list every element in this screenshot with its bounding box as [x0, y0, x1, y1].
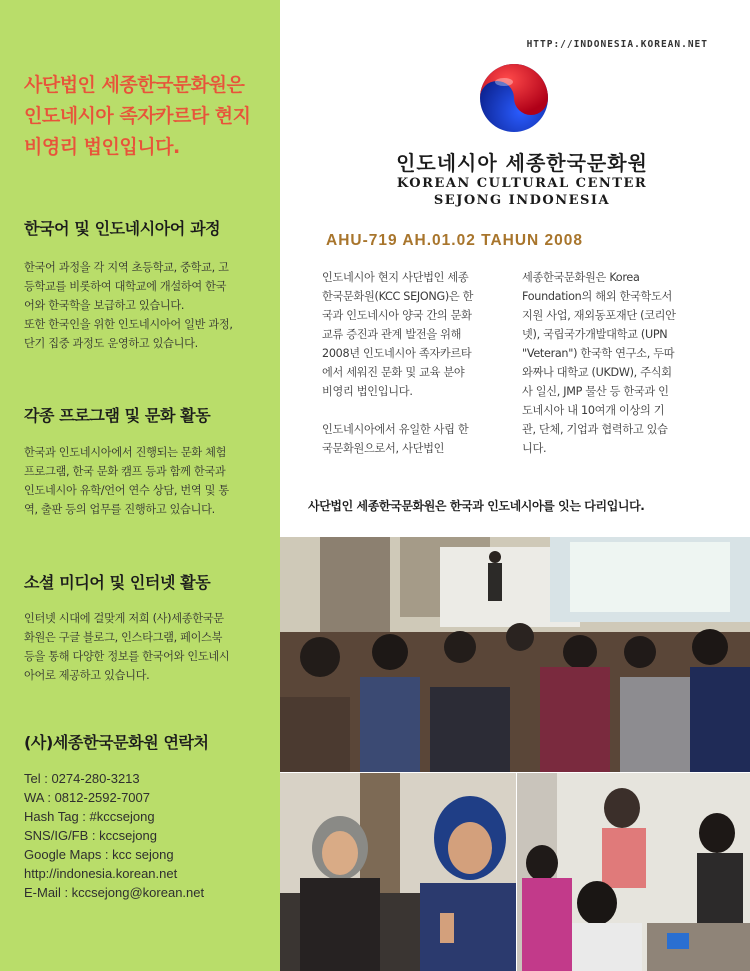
section-body-language-course: [24, 258, 264, 353]
text-line: 국과 인도네시아 양국 간의 문화: [322, 309, 472, 322]
contact-email-link[interactable]: E-Mail : kccsejong@korean.net: [24, 885, 205, 900]
text-line: 비영리 법인입니다.: [322, 385, 413, 398]
text-line: 니다.: [522, 442, 547, 455]
headline-line: 비영리 법인입니다.: [24, 136, 180, 158]
text-line: 또한 한국인을 위한 인도네시아어 일반 과정,: [24, 318, 233, 331]
text-line: 와짜나 대학교 (UKDW), 주식회: [522, 366, 672, 379]
org-name-korean: 인도네시아 세종한국문화원: [396, 151, 648, 175]
text-line: 한국과 인도네시아에서 진행되는 문화 체험: [24, 446, 227, 459]
craft-activity-photo: [517, 773, 750, 971]
contact-sns: SNS/IG/FB : kccsejong: [24, 828, 157, 843]
text-line: 한국문화원(KCC SEJONG)은 한: [322, 290, 474, 303]
text-line: 아어로 제공하고 있습니다.: [24, 669, 150, 682]
text-line: 단기 집중 과정도 운영하고 있습니다.: [24, 337, 198, 350]
text-line: 화원은 구글 블로그, 인스타그램, 페이스북: [24, 631, 223, 644]
text-line: 국문화원으로서, 사단법인: [322, 442, 445, 455]
text-line: 등학교를 비롯하여 대학교에 개설하여 한국: [24, 280, 227, 293]
text-line: 지원 사업, 재외동포재단 (코리안: [522, 309, 676, 322]
contact-list: [24, 769, 274, 902]
text-line: 인도네시아 유학/언어 연수 상담, 번역 및 통: [24, 484, 229, 497]
craft-activity-illustration: [517, 773, 750, 971]
text-line: 역, 출판 등의 업무를 진행하고 있습니다.: [24, 503, 215, 516]
org-name-english: [372, 175, 672, 209]
bridge-tagline: 사단법인 세종한국문화원은 한국과 인도네시아를 잇는 다리입니다.: [308, 499, 645, 513]
section-title-contact: (사)세종한국문화원 연락처: [24, 733, 209, 752]
section-title-social-media: 소셜 미디어 및 인터넷 활동: [24, 573, 211, 592]
text-line: 어와 한국학을 보급하고 있습니다.: [24, 299, 185, 312]
contact-maps: Google Maps : kcc sejong: [24, 847, 174, 862]
taeguk-emblem-icon: [478, 62, 550, 134]
students-selfie-photo: [280, 773, 516, 971]
org-name-english-line: SEJONG INDONESIA: [433, 193, 611, 208]
intro-column-left: [322, 268, 502, 458]
paragraph: [522, 268, 702, 458]
text-line: Foundation의 해외 한국학도서: [522, 290, 673, 303]
text-line: 2008년 인도네시아 족자카르타: [322, 347, 472, 360]
text-line: 교류 증진과 관계 발전을 위해: [322, 328, 462, 341]
section-body-social-media: [24, 609, 264, 685]
text-line: 등을 통해 다양한 정보를 한국어와 인도네시: [24, 650, 230, 663]
section-body-programs: [24, 443, 264, 519]
headline-line: 인도네시아 족자카르타 현지: [24, 105, 251, 127]
headline-line: 사단법인 세종한국문화원은: [24, 74, 245, 96]
students-selfie-illustration: [280, 773, 516, 971]
classroom-photo: [280, 537, 750, 772]
paragraph: [322, 420, 502, 458]
text-line: 사 일신, JMP 물산 등 한국과 인: [522, 385, 669, 398]
website-url-link[interactable]: HTTP://INDONESIA.KOREAN.NET: [526, 39, 708, 50]
text-line: 인도네시아에서 유일한 사립 한: [322, 423, 469, 436]
contact-wa: WA : 0812-2592-7007: [24, 790, 150, 805]
text-line: 프로그램, 한국 문화 캠프 등과 함께 한국과: [24, 465, 226, 478]
classroom-photo-illustration: [280, 537, 750, 772]
contact-website-link[interactable]: http://indonesia.korean.net: [24, 866, 178, 881]
text-line: "Veteran") 한국학 연구소, 두따: [522, 347, 675, 360]
text-line: 인도네시아 현지 사단법인 세종: [322, 271, 469, 284]
org-name-english-line: KOREAN CULTURAL CENTER: [396, 176, 648, 191]
text-line: 넷), 국립국가개발대학교 (UPN: [522, 328, 668, 341]
text-line: 에서 세워진 문화 및 교육 분야: [322, 366, 465, 379]
section-title-programs: 각종 프로그램 및 문화 활동: [24, 406, 211, 425]
headline: [24, 70, 274, 163]
intro-column-right: [522, 268, 702, 458]
left-info-panel: [0, 0, 280, 971]
paragraph: [322, 268, 502, 401]
text-line: 인터넷 시대에 걸맞게 저희 (사)세종한국문: [24, 612, 224, 625]
text-line: 도네시아 내 10여개 이상의 기: [522, 404, 665, 417]
section-title-language-course: 한국어 및 인도네시아어 과정: [24, 219, 221, 238]
registration-number: AHU-719 AH.01.02 TAHUN 2008: [326, 232, 584, 249]
text-line: 한국어 과정을 각 지역 초등학교, 중학교, 고: [24, 261, 229, 274]
contact-tel: Tel : 0274-280-3213: [24, 771, 140, 786]
text-line: 관, 단체, 기업과 협력하고 있습: [522, 423, 668, 436]
contact-hashtag: Hash Tag : #kccsejong: [24, 809, 155, 824]
text-line: 세종한국문화원은 Korea: [522, 271, 640, 284]
